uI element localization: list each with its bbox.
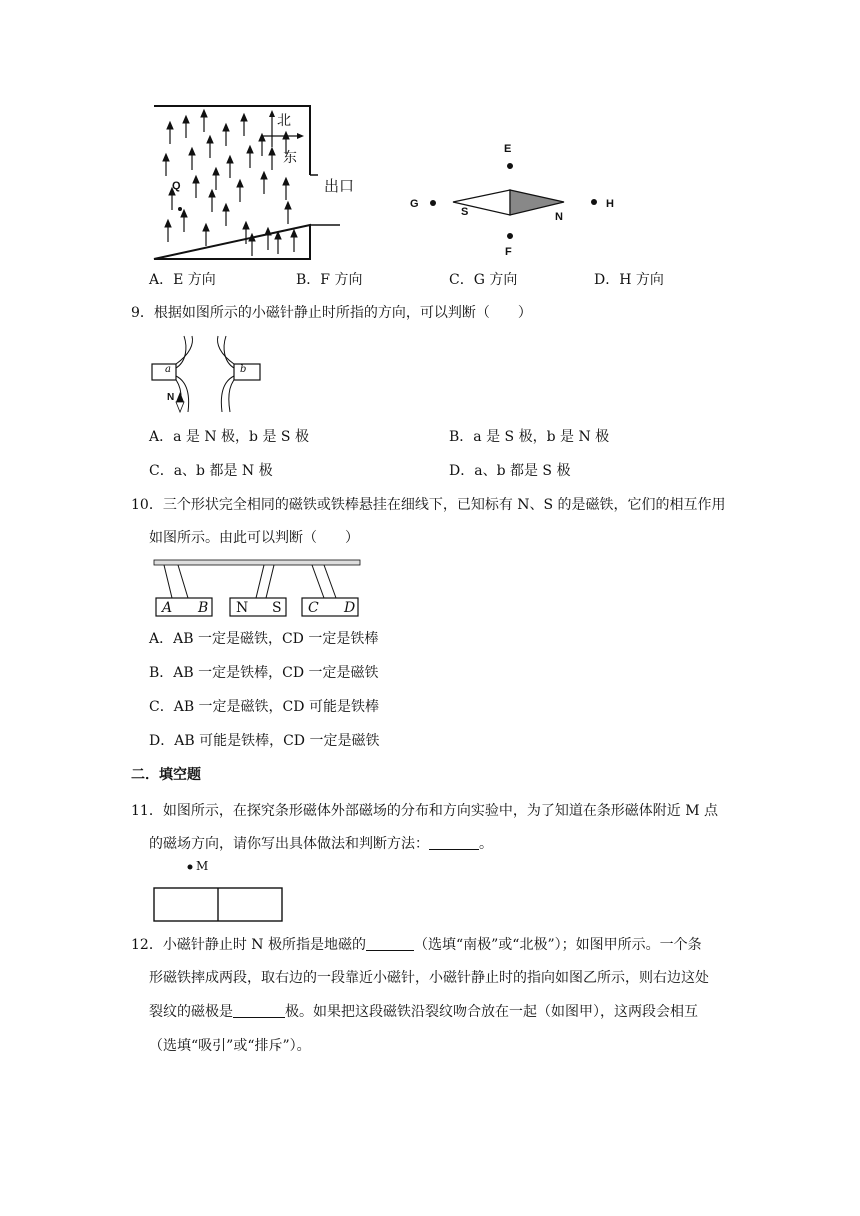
pole-b-label: b: [240, 364, 247, 375]
q9-option-a: A．a 是 N 极，b 是 S 极: [149, 429, 309, 445]
bar-d-label: D: [344, 600, 356, 616]
section-heading: 二．填空题: [131, 767, 201, 783]
field-arrow-head: [181, 210, 187, 217]
field-arrow-head: [163, 154, 169, 161]
q9-stem: 9．根据如图所示的小磁针静止时所指的方向，可以判断（ ）: [131, 305, 532, 321]
field-arrow-head: [265, 228, 271, 235]
field-arrow-head: [227, 156, 233, 163]
q10-option-a: A．AB 一定是磁铁，CD 一定是铁棒: [149, 631, 379, 647]
q9-option-c: C．a、b 都是 N 极: [149, 463, 273, 479]
q12-line1-text-b: （选填“南极”或“北极”）；如图甲所示。一个条: [413, 937, 702, 953]
exit-label: 出口: [324, 178, 355, 195]
q11-line2-text: 的磁场方向，请你写出具体做法和判断方法：: [149, 836, 429, 852]
q12-blank-1[interactable]: [366, 936, 414, 951]
field-arrow-head: [183, 116, 189, 123]
field-arrow-head: [247, 146, 253, 153]
bar-b-label: B: [198, 600, 209, 616]
bar-a-label: A: [162, 600, 173, 616]
q9-option-d: D．a、b 都是 S 极: [449, 463, 571, 479]
field-arrow-head: [189, 148, 195, 155]
q11-line2-end: 。: [479, 836, 493, 852]
field-arrow-head: [243, 222, 249, 229]
q12-line4: （选填“吸引”或“排斥”）。: [149, 1038, 311, 1054]
needle-s-label: S: [461, 206, 469, 218]
field-arrow-head: [167, 122, 173, 129]
field-arrow-head: [291, 230, 297, 237]
q12-line3-text-a: 裂纹的磁极是: [149, 1004, 233, 1020]
field-arrow-head: [285, 202, 291, 209]
field-arrow-head: [201, 110, 207, 117]
point-h-label: H: [606, 198, 614, 210]
field-arrow-head: [193, 176, 199, 183]
q12-line2: 形磁铁摔成两段，取右边的一段靠近小磁针，小磁针静止时的指向如图乙所示，则右边这处: [149, 970, 709, 986]
two-poles-field-figure: [150, 334, 270, 416]
needle-n-label-q9: N: [167, 392, 175, 403]
bar-n-label: N: [236, 600, 249, 616]
q8-option-b: B．F 方向: [296, 272, 363, 288]
north-label: 北: [277, 112, 291, 128]
field-arrow-head: [261, 172, 267, 179]
q10-stem-line1: 10．三个形状完全相同的磁铁或铁棒悬挂在细线下，已知标有 N、S 的是磁铁，它们的相互作用: [131, 497, 726, 513]
point-q-label: Q: [172, 180, 181, 192]
q10-option-c: C．AB 一定是磁铁，CD 可能是铁棒: [149, 699, 379, 715]
q11-answer-blank[interactable]: [429, 835, 479, 850]
q10-stem-line2: 如图所示。由此可以判断（ ）: [149, 530, 359, 546]
field-arrow-head: [165, 220, 171, 227]
point-f-label: F: [505, 246, 512, 258]
field-arrow-head: [223, 124, 229, 131]
q8-option-a: A．E 方向: [149, 272, 216, 288]
q11-line2: [149, 834, 493, 854]
needle-n-label: N: [555, 211, 563, 223]
q12-line1: [131, 935, 702, 955]
q8-option-c: C．G 方向: [449, 272, 518, 288]
hanging-bars-figure: [152, 558, 364, 622]
field-arrow-head: [209, 190, 215, 197]
field-arrow-head: [213, 168, 219, 175]
pole-a-label: a: [165, 364, 171, 375]
bar-c-label: C: [308, 600, 319, 616]
point-m-label: M: [196, 859, 209, 873]
q12-line3-text-b: 极。如果把这段磁铁沿裂纹吻合放在一起（如图甲），这两段会相互: [285, 1004, 698, 1020]
q11-line1: 11．如图所示，在探究条形磁体外部磁场的分布和方向实验中，为了知道在条形磁体附近 M 点: [131, 803, 719, 819]
q12-line1-text-a: 12．小磁针静止时 N 极所指是地磁的: [131, 937, 366, 953]
field-arrow-head: [223, 204, 229, 211]
q12-line3: [149, 1002, 698, 1022]
bar-magnet-figure: [150, 860, 286, 924]
q9-option-b: B．a 是 S 极，b 是 N 极: [449, 429, 610, 445]
point-e-label: E: [504, 143, 512, 155]
field-arrow-head: [203, 224, 209, 231]
compass-needle-figure: [400, 138, 640, 268]
east-label: 东: [283, 149, 297, 165]
field-arrow-head: [237, 180, 243, 187]
field-arrow-head: [269, 148, 275, 155]
field-arrow-head: [241, 114, 247, 121]
bar-s-label: S: [272, 600, 282, 616]
point-g-label: G: [410, 198, 419, 210]
q12-blank-2[interactable]: [233, 1003, 285, 1018]
q8-option-d: D．H 方向: [594, 272, 664, 288]
field-arrow-head: [207, 136, 213, 143]
q10-option-b: B．AB 一定是铁棒，CD 一定是磁铁: [149, 665, 379, 681]
field-arrow-head: [259, 134, 265, 141]
q10-option-d: D．AB 可能是铁棒，CD 一定是磁铁: [149, 733, 380, 749]
field-arrow-head: [283, 178, 289, 185]
